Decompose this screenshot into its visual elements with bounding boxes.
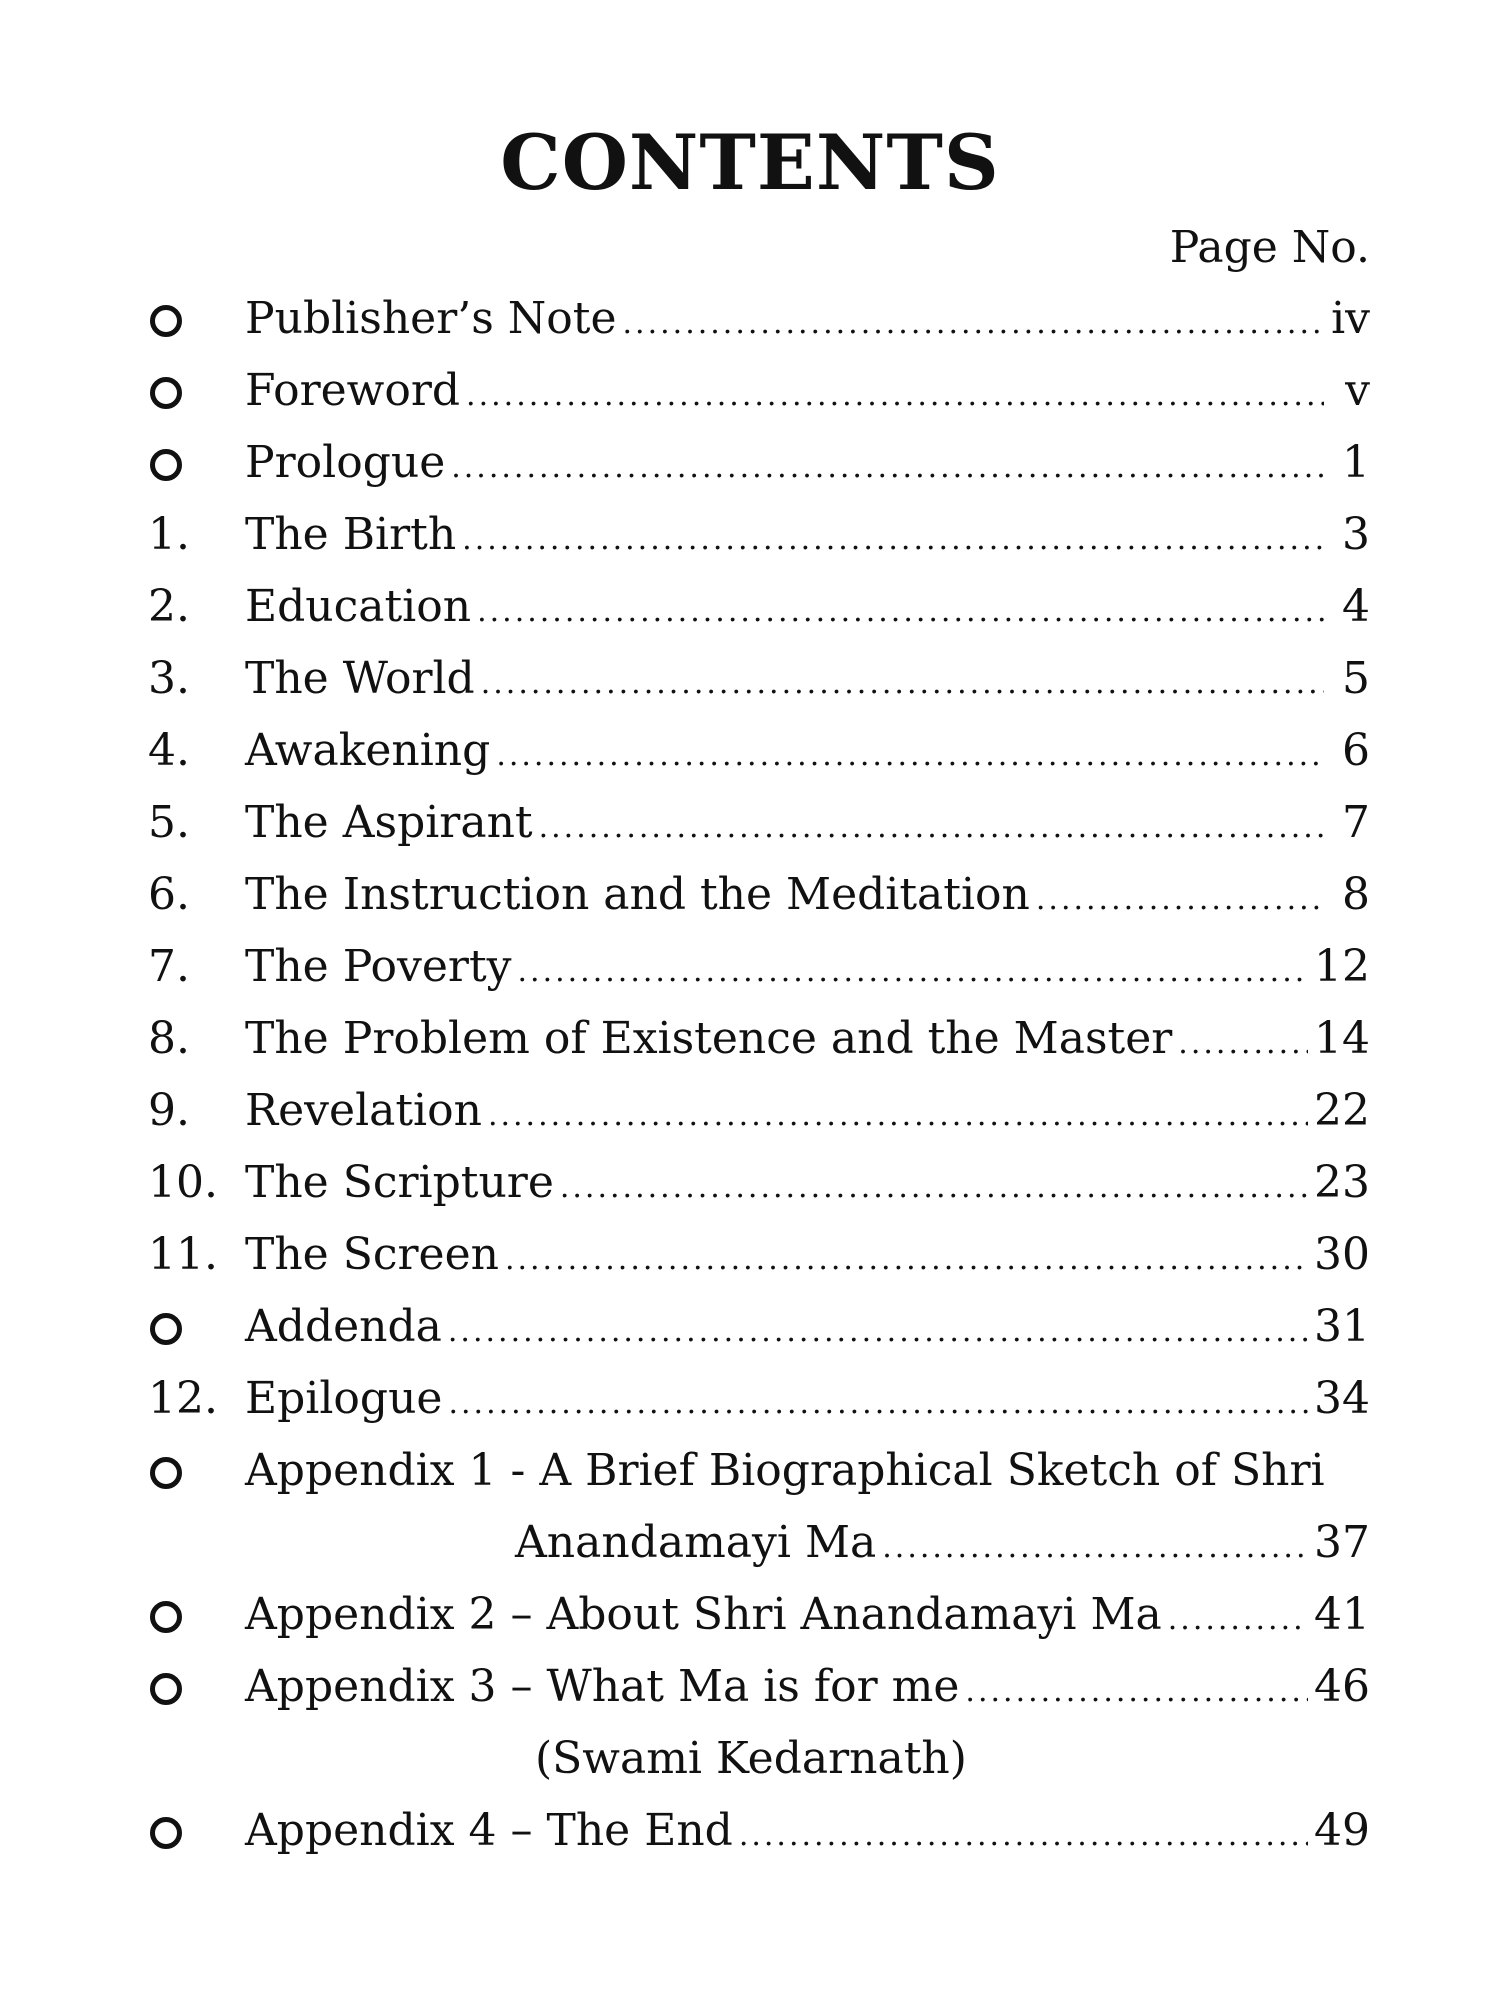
entry-page-number: 14 <box>1314 1013 1370 1064</box>
toc-entry-chapter-11[interactable] <box>0 1224 1500 1286</box>
entry-title: Awakening <box>245 725 491 776</box>
page-title: CONTENTS <box>500 118 1000 207</box>
toc-entry-chapter-10[interactable] <box>0 1152 1500 1214</box>
toc-entry-appendix-1[interactable] <box>0 1440 1500 1502</box>
dot-leader <box>1178 1013 1308 1075</box>
entry-title: The Instruction and the Meditation <box>245 869 1030 920</box>
entry-title: Publisher’s Note <box>245 293 617 344</box>
chapter-number: 2. <box>148 581 190 632</box>
toc-entry-chapter-7[interactable] <box>0 936 1500 998</box>
entry-title: Revelation <box>245 1085 482 1136</box>
entry-page-number: 12 <box>1314 941 1370 992</box>
entry-subline: (Swami Kedarnath) <box>535 1733 967 1784</box>
dot-leader <box>496 725 1324 787</box>
circle-bullet-icon <box>150 1457 182 1489</box>
entry-page-number: 34 <box>1314 1373 1370 1424</box>
entry-title-continuation: Anandamayi Ma <box>515 1517 877 1568</box>
entry-page-number: 1 <box>1342 437 1370 488</box>
entry-page-number: 37 <box>1314 1517 1370 1568</box>
chapter-number: 8. <box>148 1013 190 1064</box>
chapter-number: 1. <box>148 509 190 560</box>
toc-entry-appendix-2[interactable] <box>0 1584 1500 1646</box>
entry-page-number: 22 <box>1314 1085 1370 1136</box>
dot-leader <box>560 1157 1308 1219</box>
entry-page-number: 31 <box>1314 1301 1370 1352</box>
entry-page-number: 5 <box>1342 653 1370 704</box>
dot-leader <box>518 941 1309 1003</box>
circle-bullet-icon <box>150 377 182 409</box>
toc-entry-chapter-4[interactable] <box>0 720 1500 782</box>
dot-leader <box>477 581 1324 643</box>
chapter-number: 4. <box>148 725 190 776</box>
entry-title: The Scripture <box>245 1157 554 1208</box>
entry-title: The Problem of Existence and the Master <box>245 1013 1173 1064</box>
chapter-number: 12. <box>148 1373 218 1424</box>
dot-leader <box>1168 1589 1308 1651</box>
entry-page-number: 23 <box>1314 1157 1370 1208</box>
entry-title: Education <box>245 581 472 632</box>
entry-title: The Aspirant <box>245 797 533 848</box>
entry-title: Appendix 3 – What Ma is for me <box>245 1661 960 1712</box>
chapter-number: 6. <box>148 869 190 920</box>
toc-entry-publishers-note[interactable] <box>0 288 1500 350</box>
chapter-number: 5. <box>148 797 190 848</box>
dot-leader <box>451 437 1324 499</box>
entry-title: Prologue <box>245 437 446 488</box>
circle-bullet-icon <box>150 1817 182 1849</box>
chapter-number: 7. <box>148 941 190 992</box>
circle-bullet-icon <box>150 449 182 481</box>
toc-entry-chapter-6[interactable] <box>0 864 1500 926</box>
entry-page-number: 41 <box>1314 1589 1370 1640</box>
entry-title: Addenda <box>245 1301 442 1352</box>
page-number-column-header: Page No. <box>1169 222 1370 273</box>
toc-entry-foreword[interactable] <box>0 360 1500 422</box>
dot-leader <box>965 1661 1308 1723</box>
entry-page-number: v <box>1345 365 1370 416</box>
dot-leader <box>505 1229 1308 1291</box>
entry-page-number: 6 <box>1342 725 1370 776</box>
dot-leader <box>462 509 1324 571</box>
dot-leader <box>448 1301 1308 1363</box>
entry-page-number: 3 <box>1342 509 1370 560</box>
toc-entry-chapter-12[interactable] <box>0 1368 1500 1430</box>
toc-entry-prologue[interactable] <box>0 432 1500 494</box>
entry-title: Foreword <box>245 365 461 416</box>
entry-page-number: 8 <box>1342 869 1370 920</box>
circle-bullet-icon <box>150 305 182 337</box>
dot-leader <box>739 1805 1308 1867</box>
chapter-number: 10. <box>148 1157 218 1208</box>
toc-entry-chapter-3[interactable] <box>0 648 1500 710</box>
toc-entry-chapter-5[interactable] <box>0 792 1500 854</box>
chapter-number: 3. <box>148 653 190 704</box>
dot-leader <box>539 797 1324 859</box>
entry-title: Appendix 4 – The End <box>245 1805 733 1856</box>
entry-title: Epilogue <box>245 1373 443 1424</box>
dot-leader <box>1036 869 1324 931</box>
entry-page-number: iv <box>1331 293 1370 344</box>
entry-page-number: 49 <box>1314 1805 1370 1856</box>
dot-leader <box>481 653 1324 715</box>
chapter-number: 9. <box>148 1085 190 1136</box>
toc-entry-appendix-3[interactable] <box>0 1656 1500 1718</box>
toc-entry-chapter-2[interactable] <box>0 576 1500 638</box>
dot-leader <box>623 293 1324 355</box>
toc-entry-addenda[interactable] <box>0 1296 1500 1358</box>
chapter-number: 11. <box>148 1229 218 1280</box>
entry-page-number: 30 <box>1314 1229 1370 1280</box>
toc-entry-appendix-1-continuation[interactable] <box>515 1512 1370 1574</box>
entry-page-number: 4 <box>1342 581 1370 632</box>
circle-bullet-icon <box>150 1313 182 1345</box>
dot-leader <box>488 1085 1308 1147</box>
toc-entry-chapter-8[interactable] <box>0 1008 1500 1070</box>
toc-entry-appendix-4[interactable] <box>0 1800 1500 1862</box>
circle-bullet-icon <box>150 1601 182 1633</box>
entry-title: The Screen <box>245 1229 499 1280</box>
toc-entry-chapter-9[interactable] <box>0 1080 1500 1142</box>
dot-leader <box>882 1517 1308 1579</box>
entry-title: The World <box>245 653 475 704</box>
entry-page-number: 46 <box>1314 1661 1370 1712</box>
dot-leader <box>448 1373 1308 1435</box>
circle-bullet-icon <box>150 1673 182 1705</box>
entry-page-number: 7 <box>1342 797 1370 848</box>
dot-leader <box>466 365 1324 427</box>
entry-title: The Poverty <box>245 941 512 992</box>
toc-entry-chapter-1[interactable] <box>0 504 1500 566</box>
entry-title: The Birth <box>245 509 457 560</box>
entry-title: Appendix 1 - A Brief Biographical Sketch of Shri <box>245 1445 1325 1496</box>
entry-title: Appendix 2 – About Shri Anandamayi Ma <box>245 1589 1162 1640</box>
